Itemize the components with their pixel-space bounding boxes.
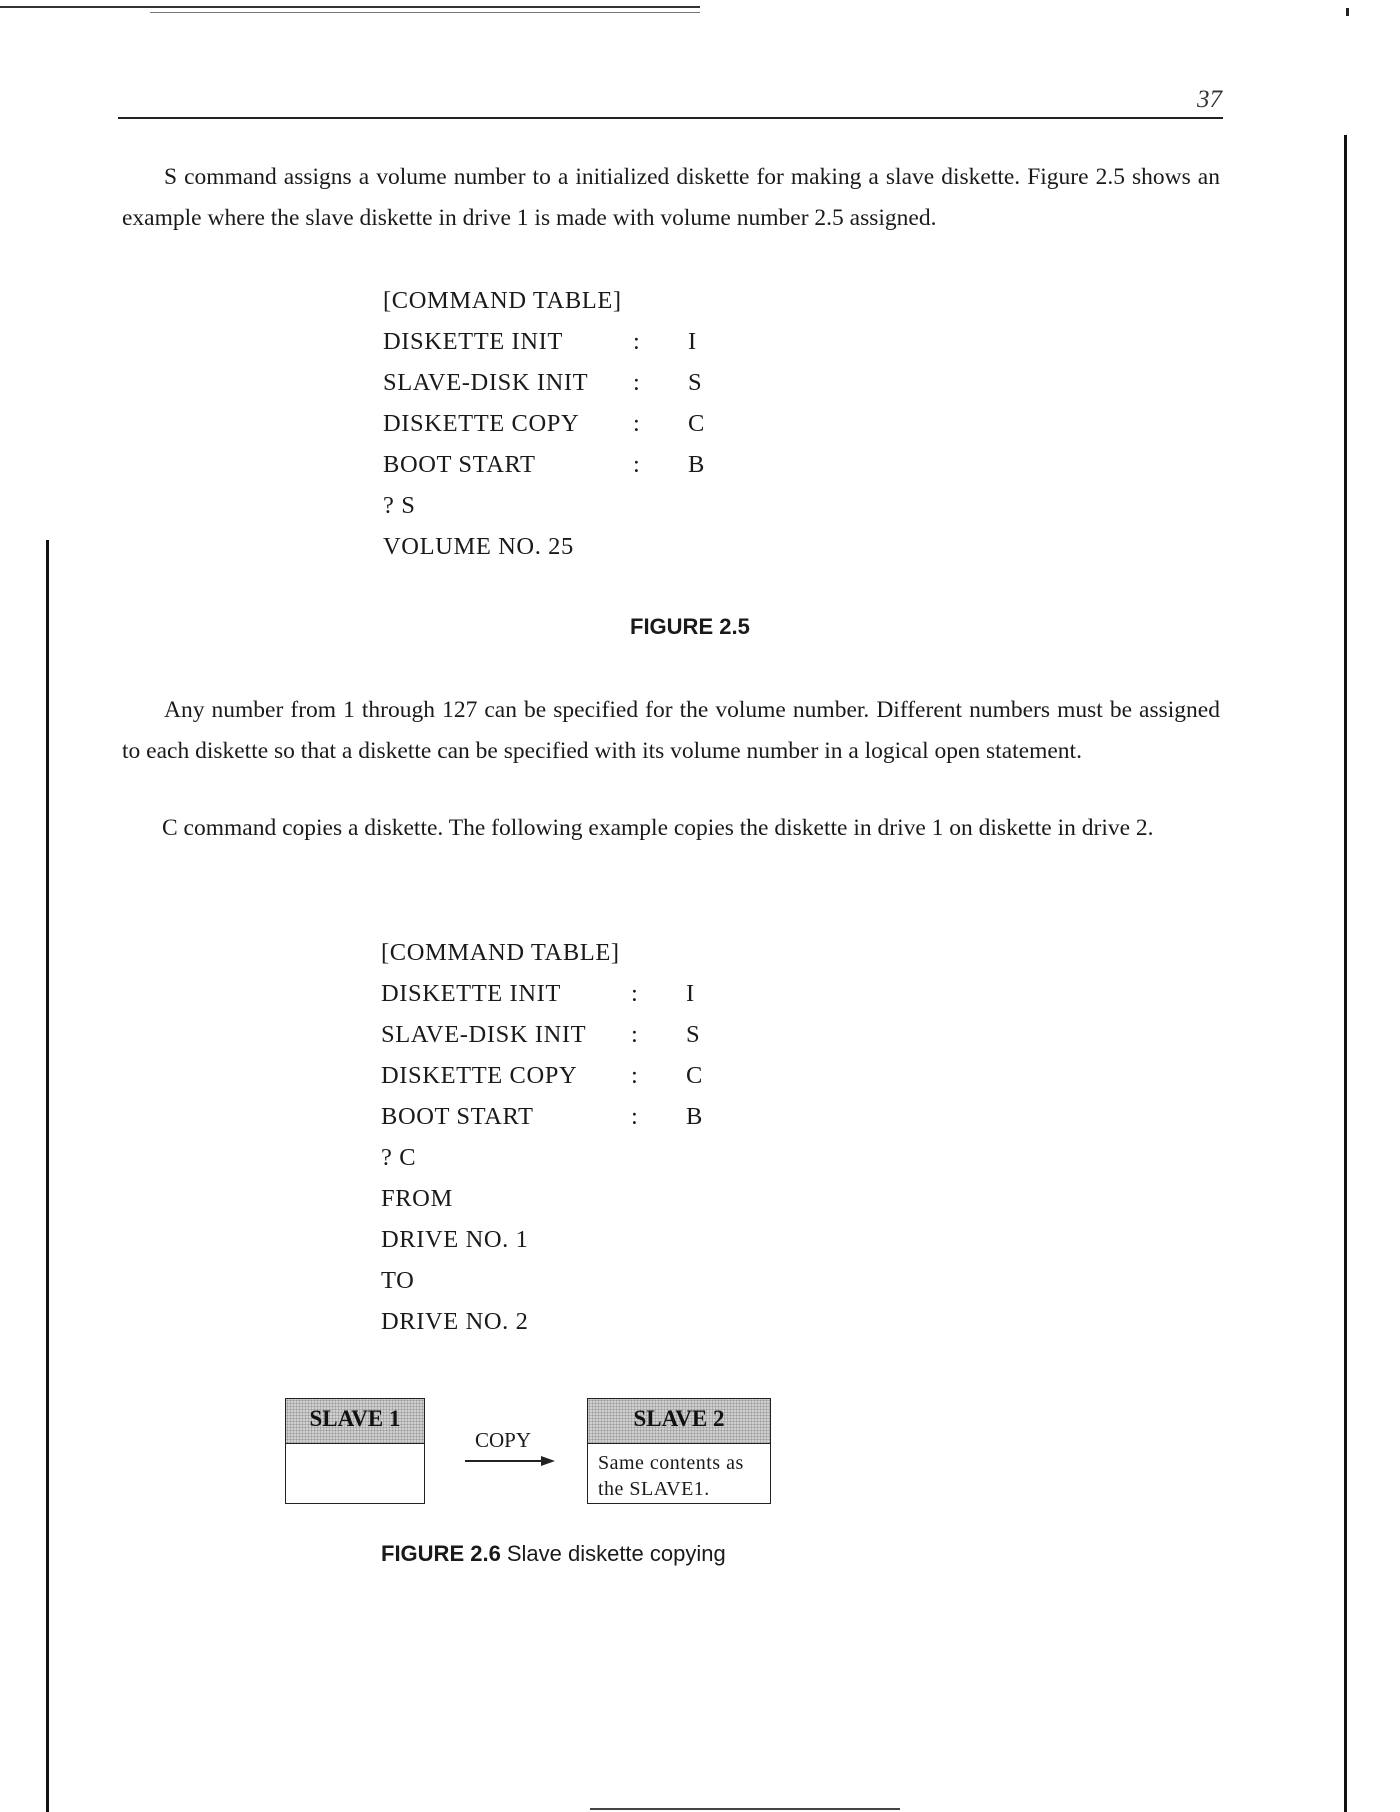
slave-2-contents <box>588 1444 770 1508</box>
scan-top-rule <box>0 6 700 8</box>
arrow-right-icon <box>541 1454 555 1468</box>
command-separator: : <box>631 980 639 1007</box>
scan-left-edge <box>46 540 49 1812</box>
command-row <box>383 444 803 485</box>
command-name: DISKETTE INIT <box>383 328 563 355</box>
slave-2-contents-line: Same contents as <box>598 1452 744 1474</box>
listing-header: [COMMAND TABLE] <box>381 939 620 966</box>
slave-1-label: SLAVE 1 <box>286 1399 424 1444</box>
scan-bottom-rule <box>590 1808 900 1810</box>
figure-2-6-listing <box>381 932 801 1342</box>
paragraph-text: C command copies a diskette. The following example copies the diskette in drive 1 on diskette in drive 2. <box>162 815 1154 841</box>
paragraph-3 <box>120 808 1218 849</box>
figure-2-5-listing <box>383 280 803 567</box>
input-line: ? C <box>381 1144 417 1171</box>
scan-right-edge <box>1344 135 1347 1812</box>
slave-1-box <box>285 1398 425 1504</box>
paragraph-text: Any number from 1 through 127 can be specified for the volume number. Different numbers must be assigned to each diskette so that a diskette can be specified with its volume number in a logical open statement. <box>122 697 1220 764</box>
command-row <box>383 403 803 444</box>
slave-copy-diagram <box>285 1398 805 1508</box>
copy-arrow-shaft <box>465 1460 547 1462</box>
caption-text: Slave diskette copying <box>506 1541 726 1566</box>
figure-2-5-caption <box>630 614 750 640</box>
figure-2-6-caption <box>381 1541 726 1567</box>
page-number: 37 <box>1197 86 1222 113</box>
caption-number: FIGURE 2.5 <box>630 614 750 639</box>
command-separator: : <box>633 369 641 396</box>
header-rule <box>118 117 1223 119</box>
command-code: C <box>688 410 705 437</box>
command-name: DISKETTE COPY <box>381 1062 578 1089</box>
input-line: TO <box>381 1267 415 1294</box>
command-name: DISKETTE COPY <box>383 410 580 437</box>
copy-label: COPY <box>475 1428 532 1452</box>
command-name: SLAVE-DISK INIT <box>381 1021 587 1048</box>
command-row <box>381 1014 801 1055</box>
input-line: VOLUME NO. 25 <box>383 533 574 560</box>
command-code: C <box>686 1062 703 1089</box>
command-row <box>381 973 801 1014</box>
command-separator: : <box>633 410 641 437</box>
command-name: DISKETTE INIT <box>381 980 561 1007</box>
input-line: FROM <box>381 1185 453 1212</box>
command-separator: : <box>631 1103 639 1130</box>
listing-header: [COMMAND TABLE] <box>383 287 622 314</box>
command-code: I <box>688 328 697 355</box>
command-separator: : <box>633 328 641 355</box>
command-code: B <box>686 1103 703 1130</box>
paragraph-1 <box>122 157 1220 239</box>
command-code: I <box>686 980 695 1007</box>
input-line: DRIVE NO. 2 <box>381 1308 529 1335</box>
command-row <box>381 1055 801 1096</box>
input-line: ? S <box>383 492 416 519</box>
command-code: S <box>686 1021 701 1048</box>
command-name: BOOT START <box>381 1103 534 1130</box>
command-row <box>383 362 803 403</box>
command-code: B <box>688 451 705 478</box>
scan-speck <box>1346 8 1349 16</box>
scan-top-rule <box>150 12 700 13</box>
command-separator: : <box>633 451 641 478</box>
input-line: DRIVE NO. 1 <box>381 1226 529 1253</box>
command-name: BOOT START <box>383 451 536 478</box>
command-row <box>381 1096 801 1137</box>
command-code: S <box>688 369 703 396</box>
paragraph-text: S command assigns a volume number to a initialized diskette for making a slave diskette. Figure 2.5 shows an example where the slave diskette in drive 1 is made with volume number 2.5 assigned. <box>122 164 1220 231</box>
paragraph-2 <box>122 690 1220 772</box>
command-name: SLAVE-DISK INIT <box>383 369 589 396</box>
command-separator: : <box>631 1062 639 1089</box>
command-row <box>383 321 803 362</box>
slave-2-box <box>587 1398 771 1504</box>
caption-number: FIGURE 2.6 <box>381 1541 501 1566</box>
command-separator: : <box>631 1021 639 1048</box>
slave-2-contents-line: the SLAVE1. <box>598 1478 710 1500</box>
slave-2-label: SLAVE 2 <box>588 1399 770 1444</box>
